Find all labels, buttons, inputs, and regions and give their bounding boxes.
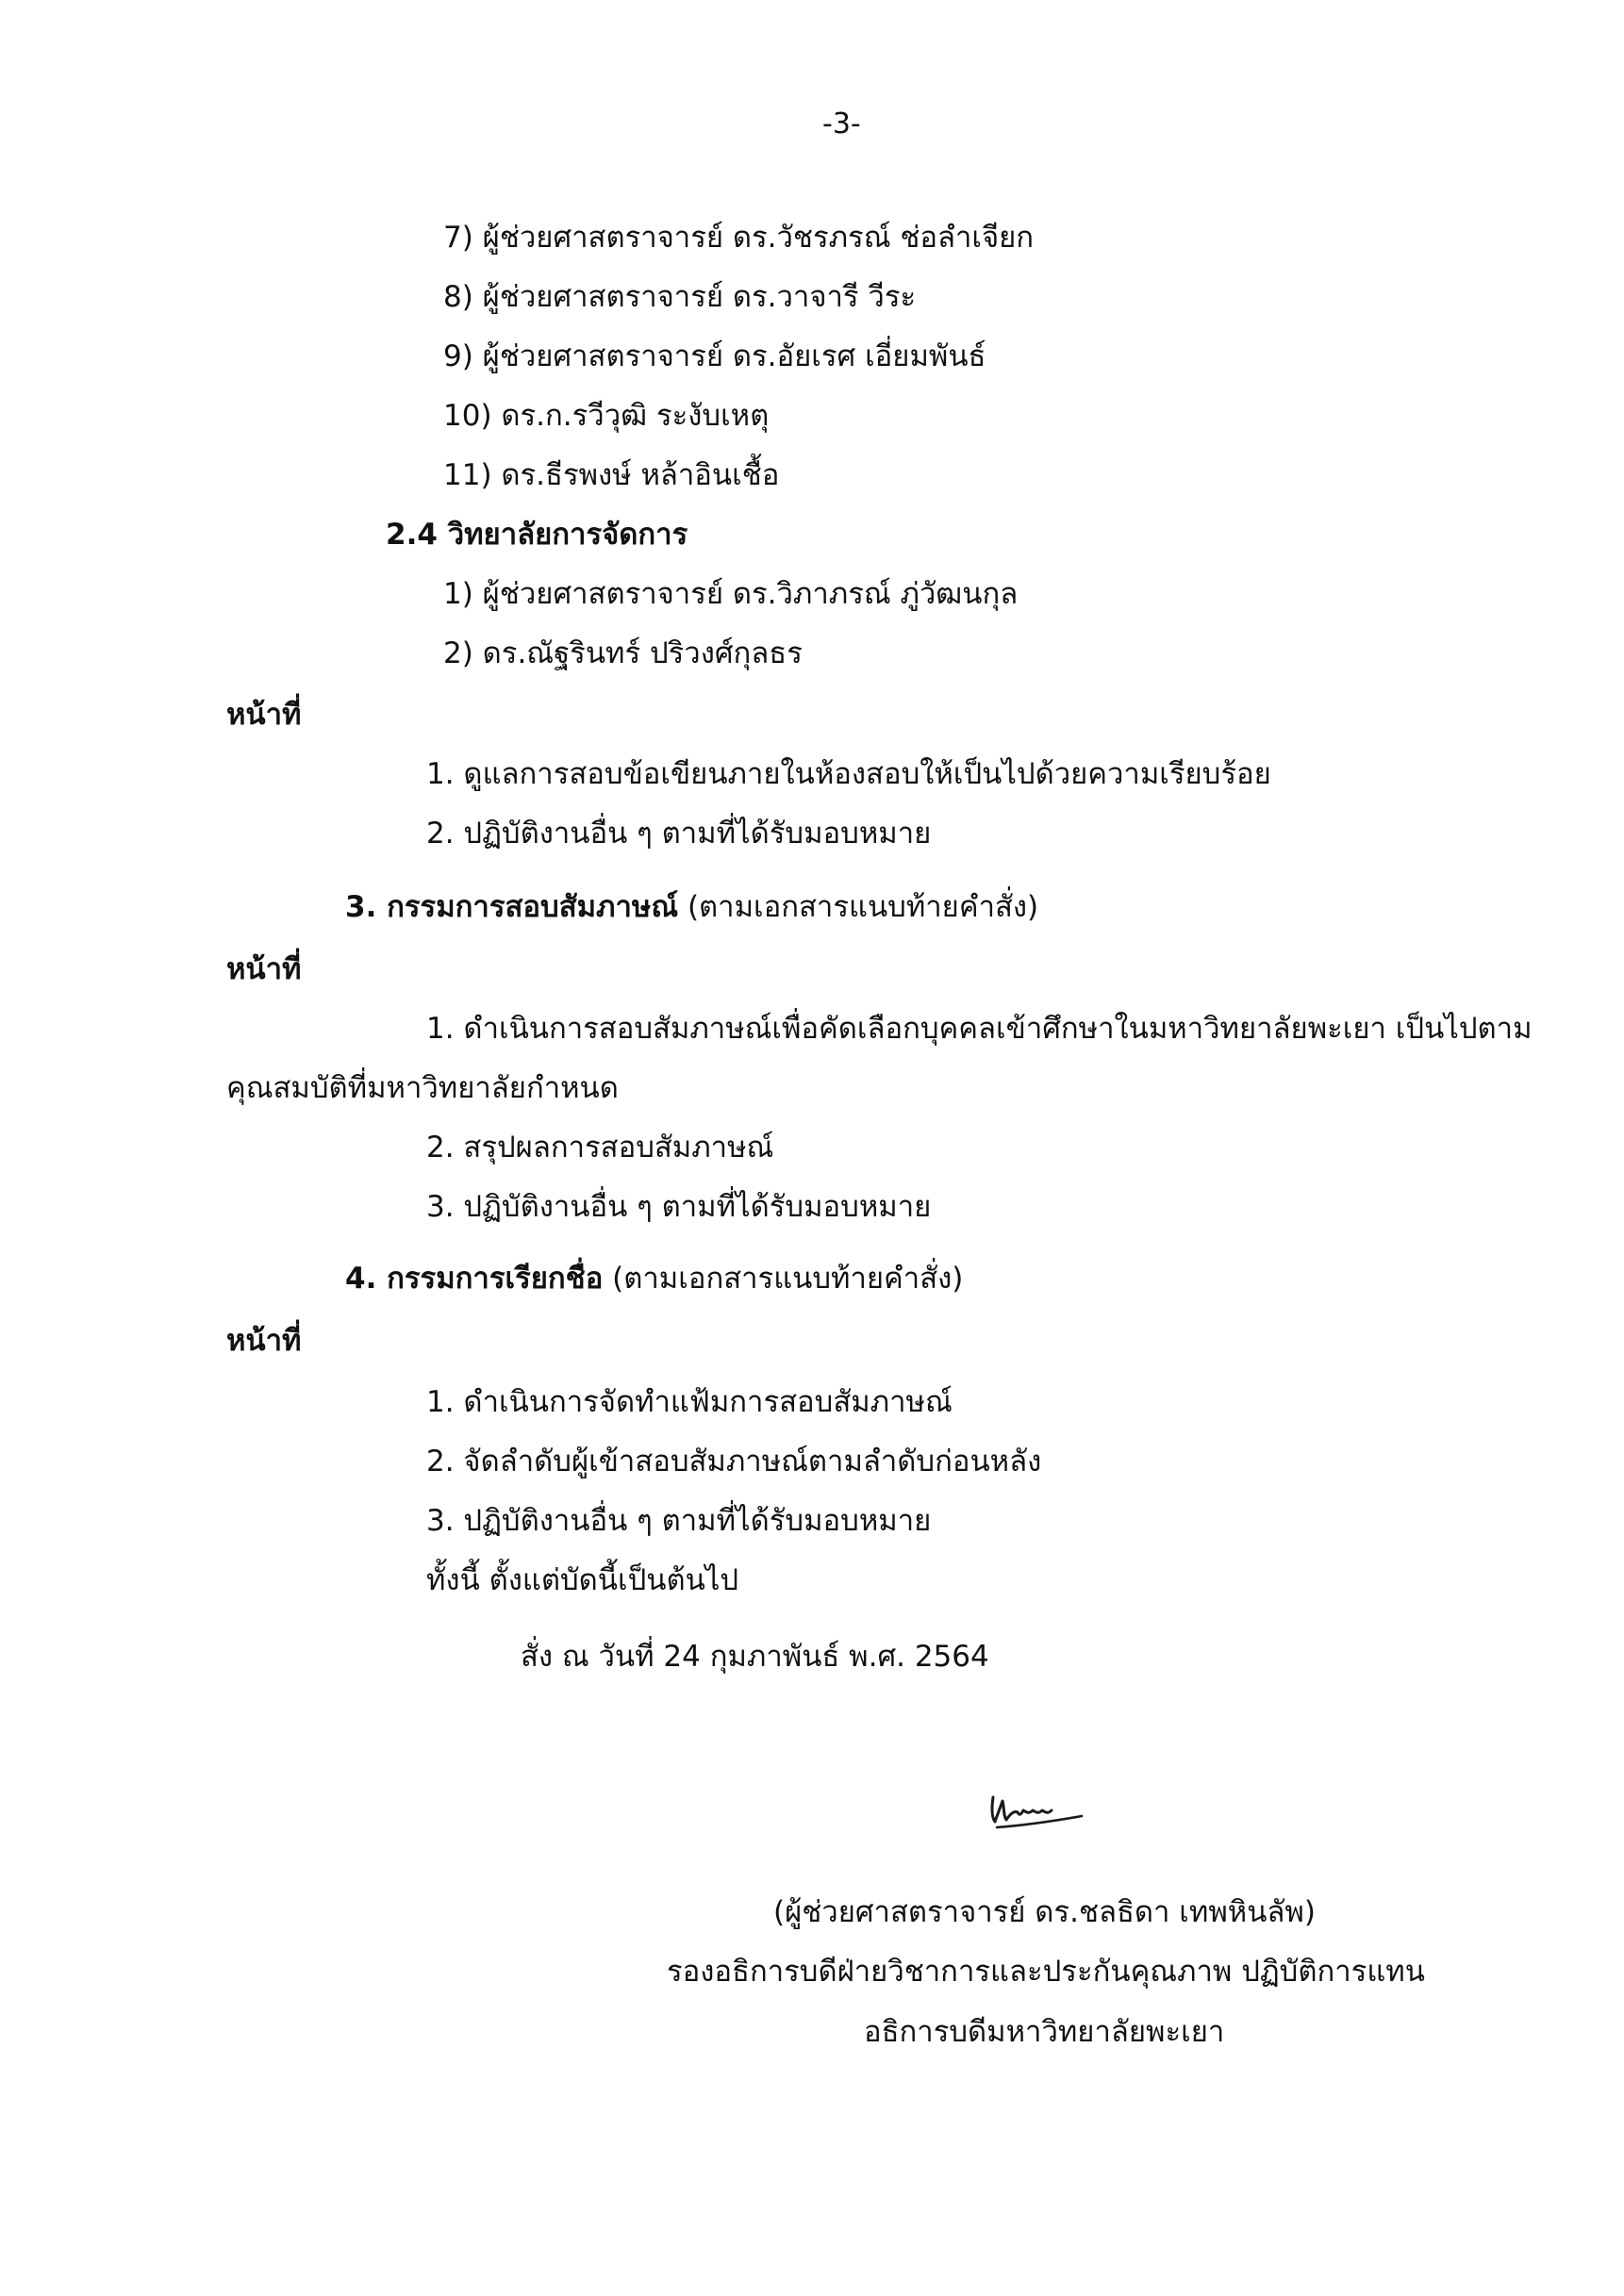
section-4-heading [345, 1260, 963, 1297]
member-item: 8) ผู้ช่วยศาสตราจารย์ ดร.วาจารี วีระ [443, 280, 917, 314]
duty-item: 2. ปฏิบัติงานอื่น ๆ ตามที่ได้รับมอบหมาย [426, 817, 932, 851]
duty-item: 3. ปฏิบัติงานอื่น ๆ ตามที่ได้รับมอบหมาย [426, 1504, 932, 1538]
duty-item: 2. จัดลำดับผู้เข้าสอบสัมภาษณ์ตามลำดับก่อนหลัง [426, 1445, 1042, 1478]
member-item: 7) ผู้ช่วยศาสตราจารย์ ดร.วัชรภรณ์ ช่อลำเจียก [443, 221, 1035, 255]
duty-item-continuation: คุณสมบัติที่มหาวิทยาลัยกำหนด [226, 1071, 619, 1105]
effective-statement: ทั้งนี้ ตั้งแต่บัดนี้เป็นต้นไป [426, 1563, 739, 1597]
section-4-note: (ตามเอกสารแนบท้ายคำสั่ง) [612, 1262, 964, 1296]
member-item: 1) ผู้ช่วยศาสตราจารย์ ดร.วิภาภรณ์ ภู่วัฒนกุล [443, 577, 1019, 611]
signatory-position-line1: รองอธิการบดีฝ่ายวิชาการและประกันคุณภาพ ปฏิบัติการแทน [667, 1955, 1425, 1989]
signatory-position-line2: อธิการบดีมหาวิทยาลัยพะเยา [864, 2015, 1225, 2049]
section-4-title: 4. กรรมการเรียกชื่อ [345, 1262, 604, 1296]
duty-item: 1. ดำเนินการจัดทำแฟ้มการสอบสัมภาษณ์ [426, 1385, 953, 1419]
duties-heading: หน้าที่ [226, 952, 302, 986]
member-item: 9) ผู้ช่วยศาสตราจารย์ ดร.อัยเรศ เอี่ยมพันธ์ [443, 339, 986, 373]
signatory-name: (ผู้ช่วยศาสตราจารย์ ดร.ชลธิดา เทพหินลัพ) [773, 1895, 1316, 1929]
member-item: 11) ดร.ธีรพงษ์ หล้าอินเชื้อ [443, 458, 780, 492]
signature-image [984, 1778, 1097, 1835]
duties-heading: หน้าที่ [226, 698, 302, 732]
page-number: -3- [822, 107, 861, 140]
duty-item: 2. สรุปผลการสอบสัมภาษณ์ [426, 1131, 774, 1165]
order-date: สั่ง ณ วันที่ 24 กุมภาพันธ์ พ.ศ. 2564 [521, 1640, 989, 1674]
member-item: 10) ดร.ก.รวีวุฒิ ระงับเหตุ [443, 399, 770, 433]
duty-item: 1. ดูแลการสอบข้อเขียนภายในห้องสอบให้เป็นไปด้วยความเรียบร้อย [426, 757, 1271, 791]
section-3-title: 3. กรรมการสอบสัมภาษณ์ [345, 890, 679, 924]
member-item: 2) ดร.ณัฐรินทร์ ปริวงศ์กุลธร [443, 636, 803, 670]
section-3-note: (ตามเอกสารแนบท้ายคำสั่ง) [687, 890, 1039, 924]
section-2-4-title: 2.4 วิทยาลัยการจัดการ [386, 518, 688, 552]
duty-item: 1. ดำเนินการสอบสัมภาษณ์เพื่อคัดเลือกบุคคลเข้าศึกษาในมหาวิทยาลัยพะเยา เป็นไปตาม [426, 1012, 1533, 1046]
section-3-heading [345, 888, 1038, 926]
duty-item: 3. ปฏิบัติงานอื่น ๆ ตามที่ได้รับมอบหมาย [426, 1190, 932, 1224]
duties-heading: หน้าที่ [226, 1324, 302, 1358]
